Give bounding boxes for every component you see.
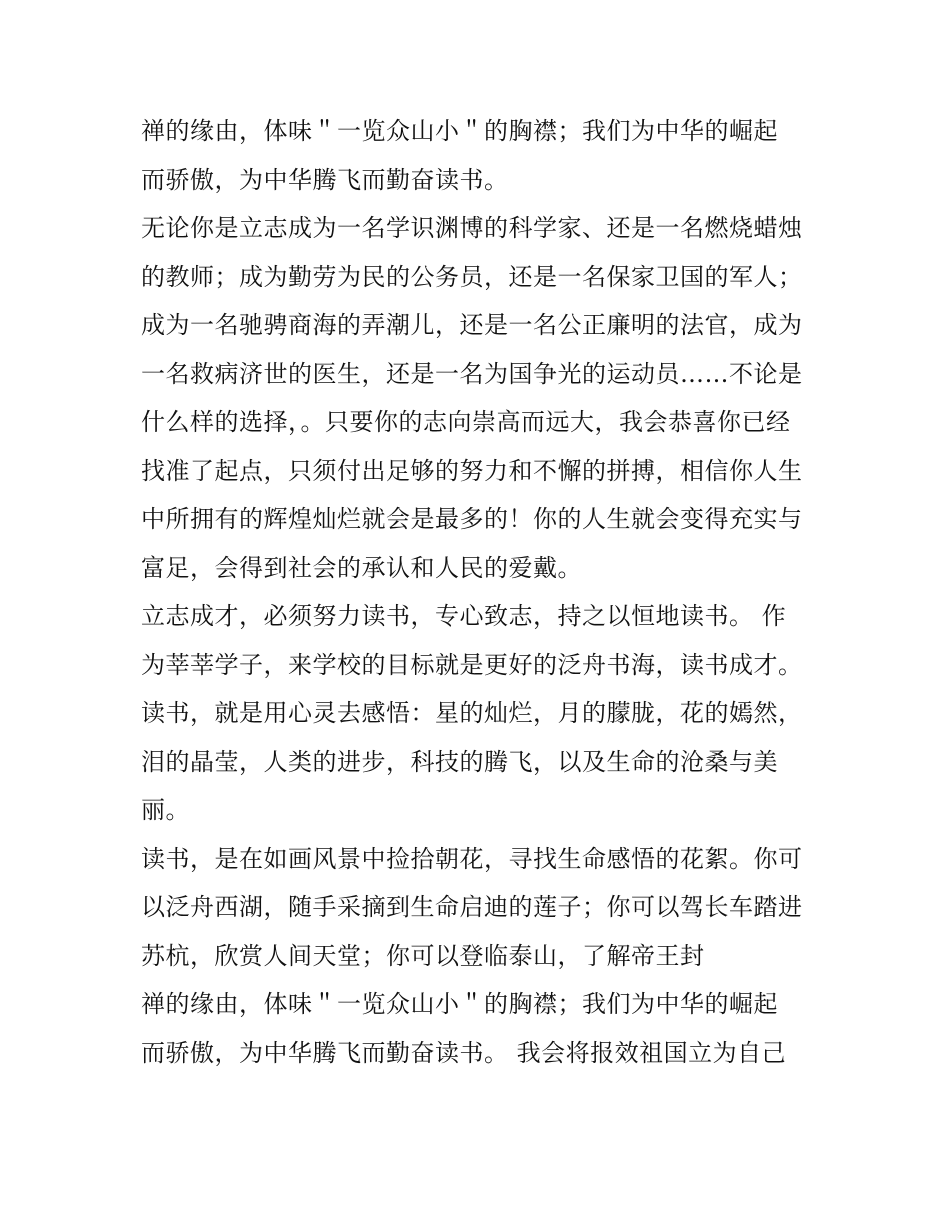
text-line: 苏杭，欣赏人间天堂；你可以登临泰山，了解帝王封 <box>141 941 705 970</box>
text-line: 禅的缘由，体味＂一览众山小＂的胸襟；我们为中华的崛起 <box>141 117 778 145</box>
text-line: 泪的晶莹，人类的进步，科技的腾飞，以及生命的沧桑与美 <box>141 747 778 776</box>
text-line: 一名救病济世的医生，还是一名为国争光的运动员……不论是 <box>141 359 803 388</box>
text-line: 找准了起点，只须付出足够的努力和不懈的拼搏，相信你人生 <box>141 456 803 485</box>
text-line: 成为一名驰骋商海的弄潮儿，还是一名公正廉明的法官，成为 <box>141 311 803 339</box>
text-line: 而骄傲，为中华腾飞而勤奋读书。 我会将报效祖国立为自己 <box>141 1038 787 1067</box>
text-line: 富足，会得到社会的承认和人民的爱戴。 <box>141 553 582 582</box>
document-body <box>141 107 821 1077</box>
text-line: 无论你是立志成为一名学识渊博的科学家、还是一名燃烧蜡烛 <box>141 214 803 242</box>
text-line: 以泛舟西湖，随手采摘到生命启迪的莲子；你可以驾长车踏进 <box>141 893 803 921</box>
text-line: 什么样的选择，。只要你的志向崇高而远大，我会恭喜你已经 <box>141 408 791 436</box>
text-line: 读书，就是用心灵去感悟：星的灿烂，月的朦胧，花的嫣然， <box>141 699 803 727</box>
text-line: 中所拥有的辉煌灿烂就会是最多的！你的人生就会变得充实与 <box>141 505 803 533</box>
text-line: 为莘莘学子，来学校的目标就是更好的泛舟书海，读书成才。 <box>141 650 803 679</box>
text-line: 禅的缘由，体味＂一览众山小＂的胸襟；我们为中华的崛起 <box>141 990 778 1018</box>
text-line: 而骄傲，为中华腾飞而勤奋读书。 <box>141 165 509 194</box>
text-line: 读书，是在如画风景中捡拾朝花，寻找生命感悟的花絮。你可 <box>141 844 803 873</box>
text-line: 的教师；成为勤劳为民的公务员，还是一名保家卫国的军人； <box>141 262 803 291</box>
text-line: 立志成才，必须努力读书，专心致志，持之以恒地读书。 作 <box>141 602 787 630</box>
text-line: 丽。 <box>141 796 190 824</box>
